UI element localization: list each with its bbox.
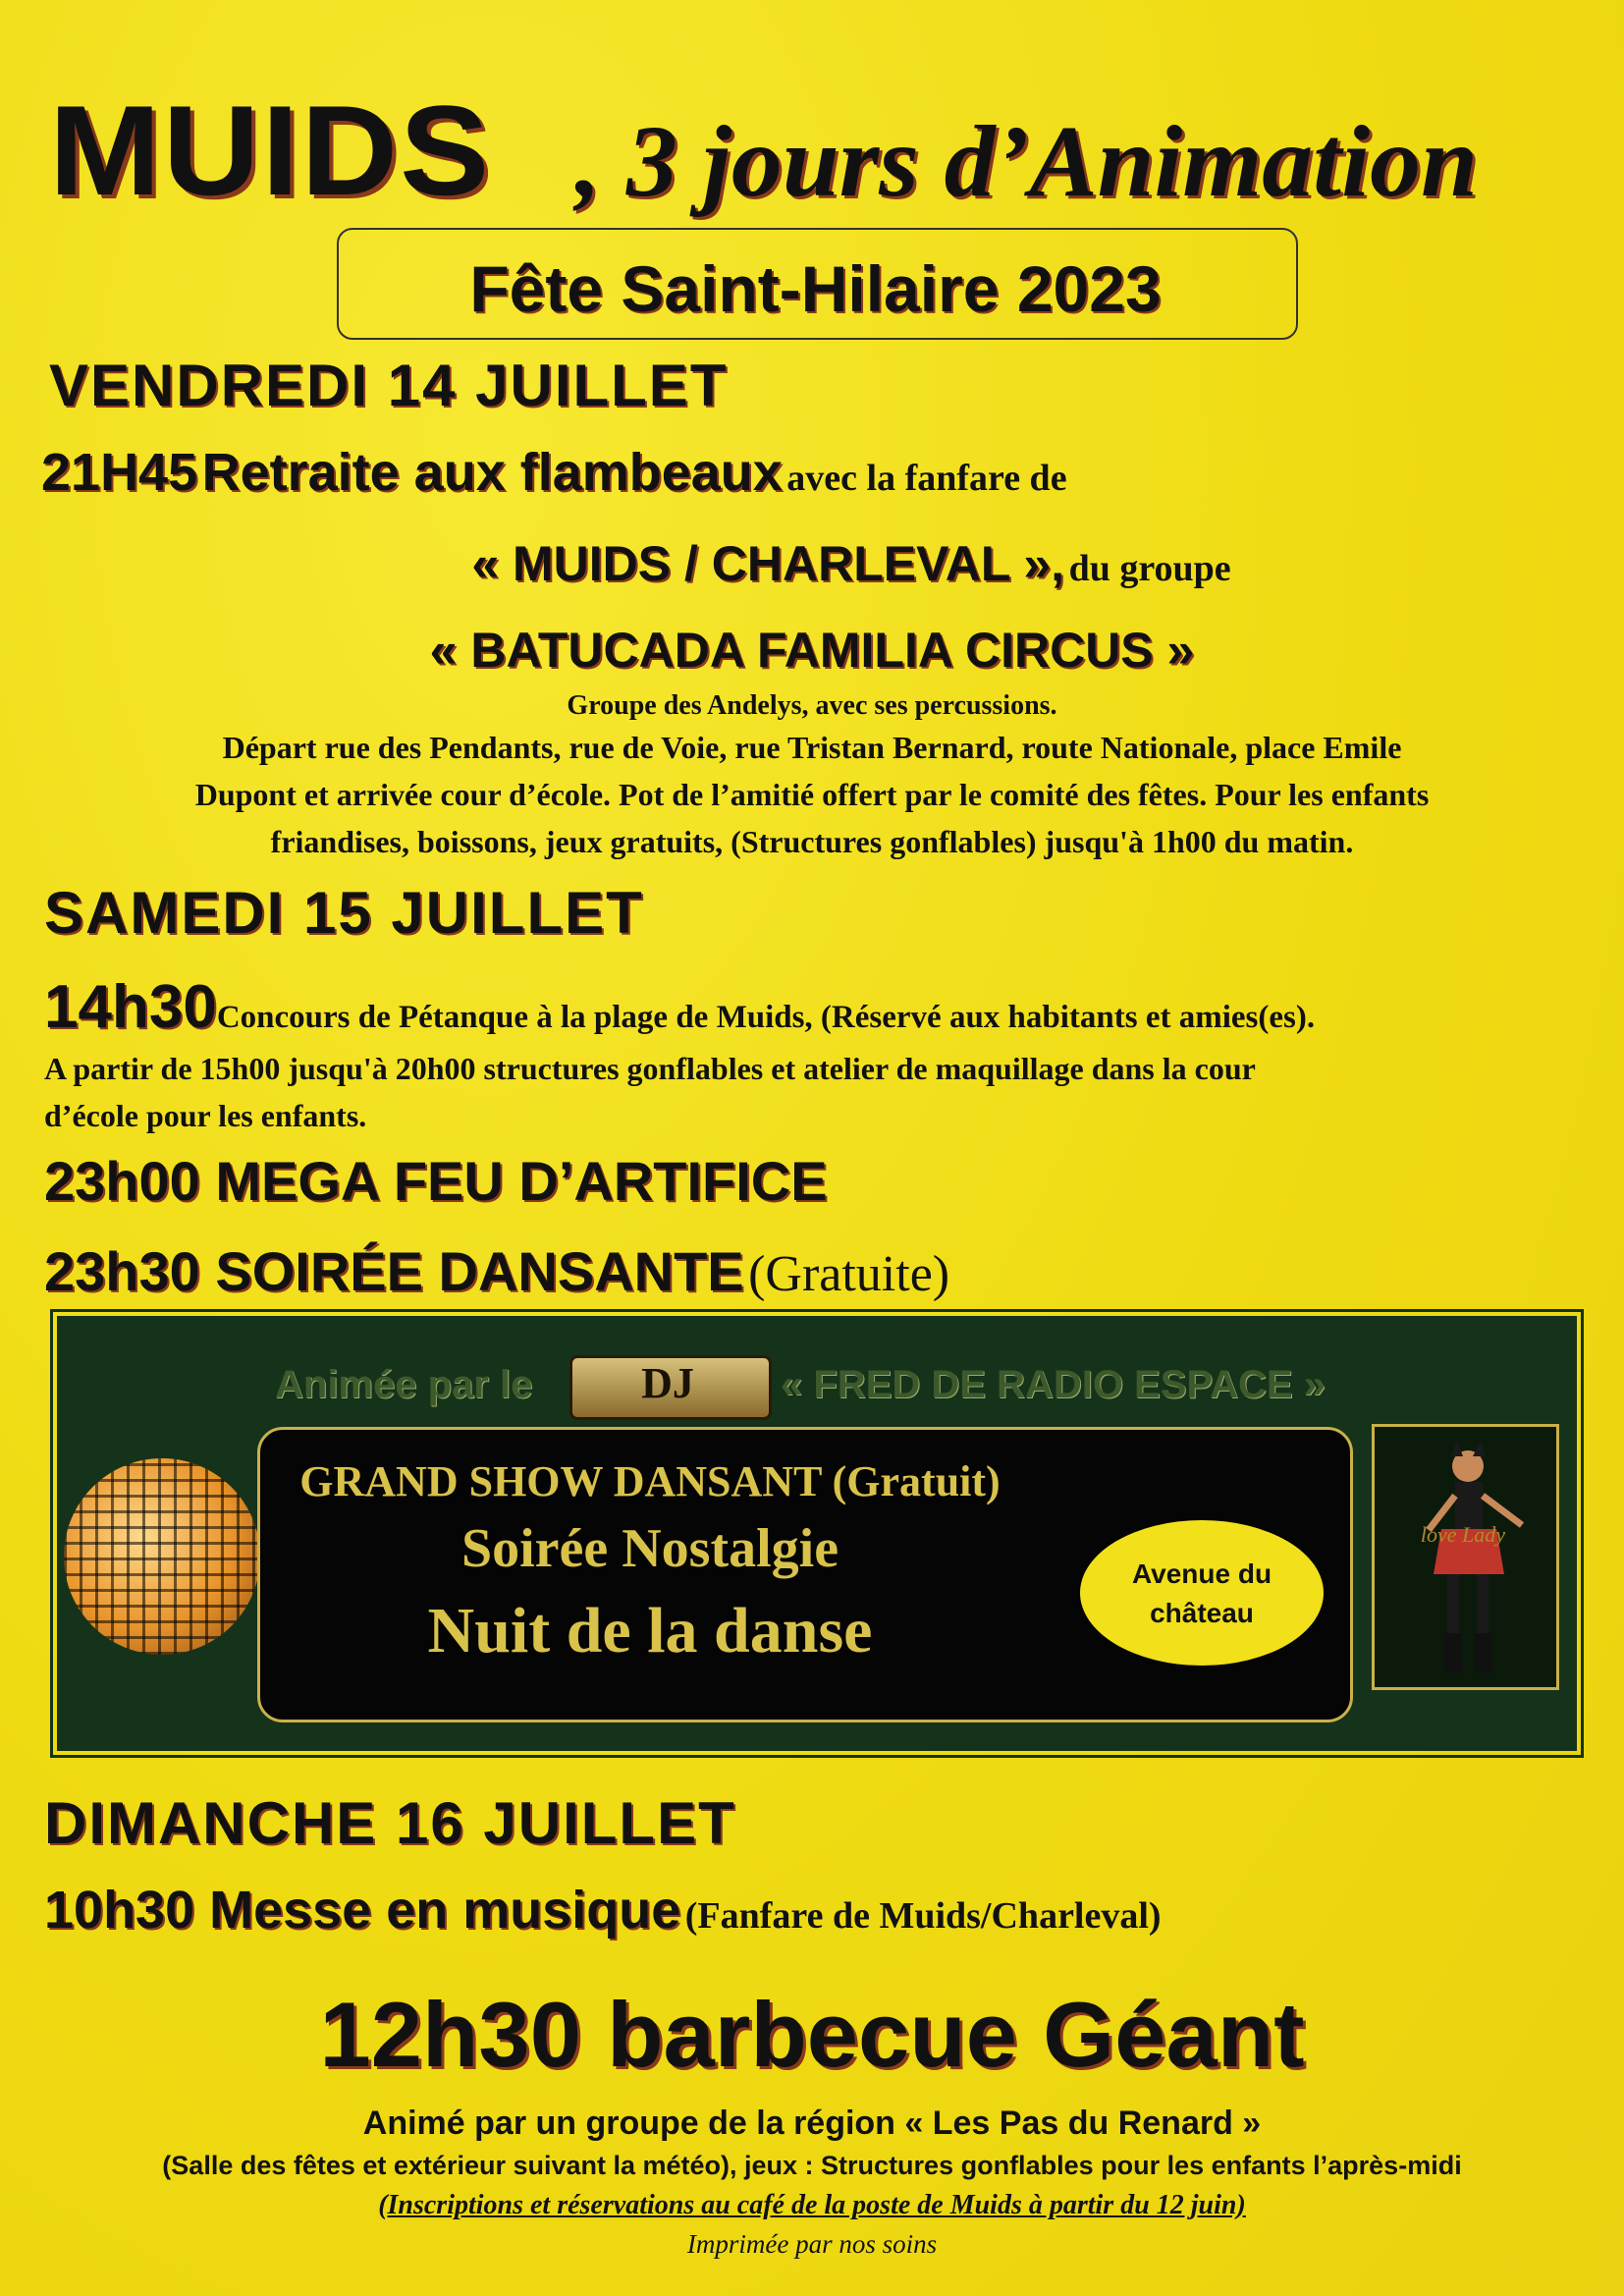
friday-event-suffix: avec la fanfare de: [786, 458, 1067, 499]
saturday-note1: A partir de 15h00 jusqu'à 20h00 structures gonflables et atelier de maquillage dans la cour: [44, 1051, 1256, 1086]
title-animation: , 3 jours d’Animation: [575, 105, 1478, 218]
saturday-event1: Concours de Pétanque à la plage de Muids, (Réservé aux habitants et amies(es).: [216, 1000, 1316, 1035]
dancer-image: [1372, 1424, 1559, 1690]
sunday-event1-line: [44, 1880, 1162, 1941]
friday-group1: « MUIDS / CHARLEVAL »,: [471, 536, 1065, 591]
saturday-event1-line: [44, 972, 1315, 1042]
friday-note2: Départ rue des Pendants, rue de Voie, rue Tristan Bernard, route Nationale, place Emile: [222, 730, 1402, 765]
sunday-mass: 10h30 Messe en musique: [44, 1881, 681, 1940]
dj-logo-text: DJ: [641, 1359, 694, 1407]
show-nostalgie: Soirée Nostalgie: [460, 1518, 839, 1579]
saturday-dance: 23h30 SOIRÉE DANSANTE: [44, 1240, 744, 1302]
saturday-dance-line: [44, 1239, 949, 1303]
dancer-label: love Lady: [1420, 1522, 1506, 1547]
show-title: GRAND SHOW DANSANT (Gratuit): [299, 1457, 1001, 1505]
friday-event: Retraite aux flambeaux: [201, 443, 783, 502]
sunday-note2: (Salle des fêtes et extérieur suivant la météo), jeux : Structures gonflables pour les enfants l’après-midi: [162, 2151, 1462, 2180]
location-text: Avenue du château: [1131, 1558, 1272, 1628]
friday-time: 21H45: [41, 443, 198, 502]
saturday-time1: 14h30: [44, 973, 217, 1041]
sunday-mass-suffix: (Fanfare de Muids/Charleval): [684, 1895, 1162, 1937]
dancer-icon: [1375, 1427, 1556, 1687]
saturday-fireworks: 23h00 MEGA FEU D’ARTIFICE: [44, 1150, 828, 1212]
banner-dj-name: « FRED DE RADIO ESPACE »: [781, 1363, 1326, 1406]
saturday-note2: d’école pour les enfants.: [44, 1098, 367, 1133]
subtitle: Fête Saint-Hilaire 2023: [469, 252, 1162, 325]
friday-event-line: [41, 442, 1067, 503]
sunday-barbecue: 12h30 barbecue Géant: [319, 1983, 1305, 2086]
friday-group1-line: [0, 535, 1624, 592]
friday-note4: friandises, boissons, jeux gratuits, (Structures gonflables) jusqu'à 1h00 du matin.: [270, 824, 1354, 859]
banner-animee: Animée par le: [275, 1363, 533, 1406]
saturday-dance-suffix: (Gratuite): [748, 1246, 950, 1302]
footer-printed: Imprimée par nos soins: [686, 2229, 938, 2259]
disco-ball-icon: [64, 1458, 260, 1655]
title-muids: MUIDS: [49, 79, 492, 222]
friday-note3: Dupont et arrivée cour d’école. Pot de l’amitié offert par le comité des fêtes. Pour les enfants: [194, 777, 1430, 812]
show-nuit: Nuit de la danse: [427, 1595, 873, 1667]
day-friday: VENDREDI 14 JUILLET: [49, 353, 729, 418]
day-sunday: DIMANCHE 16 JUILLET: [44, 1790, 736, 1856]
friday-group2: « BATUCADA FAMILIA CIRCUS »: [429, 623, 1195, 678]
friday-note1: Groupe des Andelys, avec ses percussions.: [567, 690, 1057, 721]
sunday-note3: (Inscriptions et réservations au café de la poste de Muids à partir du 12 juin): [378, 2190, 1246, 2220]
sunday-note1: Animé par un groupe de la région « Les Pas du Renard »: [362, 2105, 1262, 2142]
friday-group1-suffix: du groupe: [1068, 548, 1231, 589]
day-saturday: SAMEDI 15 JUILLET: [44, 880, 644, 946]
